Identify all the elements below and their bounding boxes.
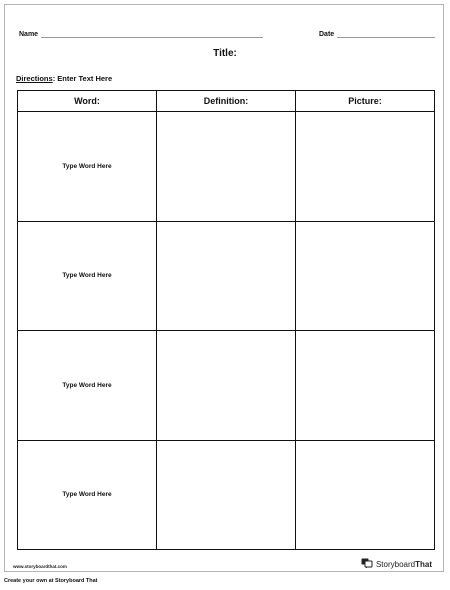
brand-part1: Storyboard bbox=[375, 559, 416, 569]
table-row bbox=[18, 440, 435, 550]
directions-label: Directions bbox=[16, 74, 53, 83]
directions-text: : Enter Text Here bbox=[52, 74, 113, 83]
column-header-word: Word: bbox=[18, 91, 157, 112]
word-cell[interactable]: Type Word Here bbox=[18, 221, 157, 331]
picture-cell[interactable] bbox=[296, 221, 435, 331]
vocabulary-table bbox=[17, 90, 435, 550]
brand-logo[interactable] bbox=[361, 558, 432, 570]
brand-name bbox=[376, 560, 432, 569]
storyboard-logo-icon bbox=[361, 558, 373, 570]
definition-cell[interactable] bbox=[157, 112, 296, 222]
table-row bbox=[18, 331, 435, 441]
date-line[interactable] bbox=[337, 37, 435, 38]
word-cell[interactable]: Type Word Here bbox=[18, 440, 157, 550]
table-row bbox=[18, 221, 435, 331]
definition-cell[interactable] bbox=[157, 221, 296, 331]
picture-cell[interactable] bbox=[296, 112, 435, 222]
page-title[interactable]: Title: bbox=[213, 48, 237, 59]
worksheet-page bbox=[4, 4, 444, 572]
brand-part2: That bbox=[415, 559, 432, 569]
directions[interactable] bbox=[16, 74, 112, 83]
word-cell[interactable]: Type Word Here bbox=[18, 331, 157, 441]
definition-cell[interactable] bbox=[157, 440, 296, 550]
footer-url: www.storyboardthat.com bbox=[13, 564, 67, 569]
column-header-definition: Definition: bbox=[157, 91, 296, 112]
table-row bbox=[18, 112, 435, 222]
name-label: Name bbox=[19, 31, 39, 38]
definition-cell[interactable] bbox=[157, 331, 296, 441]
picture-cell[interactable] bbox=[296, 440, 435, 550]
column-header-picture: Picture: bbox=[296, 91, 435, 112]
name-line[interactable] bbox=[41, 37, 263, 38]
date-label: Date bbox=[319, 31, 335, 38]
word-cell[interactable]: Type Word Here bbox=[18, 112, 157, 222]
table-header-row bbox=[18, 91, 435, 112]
create-your-own-link[interactable]: Create your own at Storyboard That bbox=[4, 578, 98, 584]
picture-cell[interactable] bbox=[296, 331, 435, 441]
